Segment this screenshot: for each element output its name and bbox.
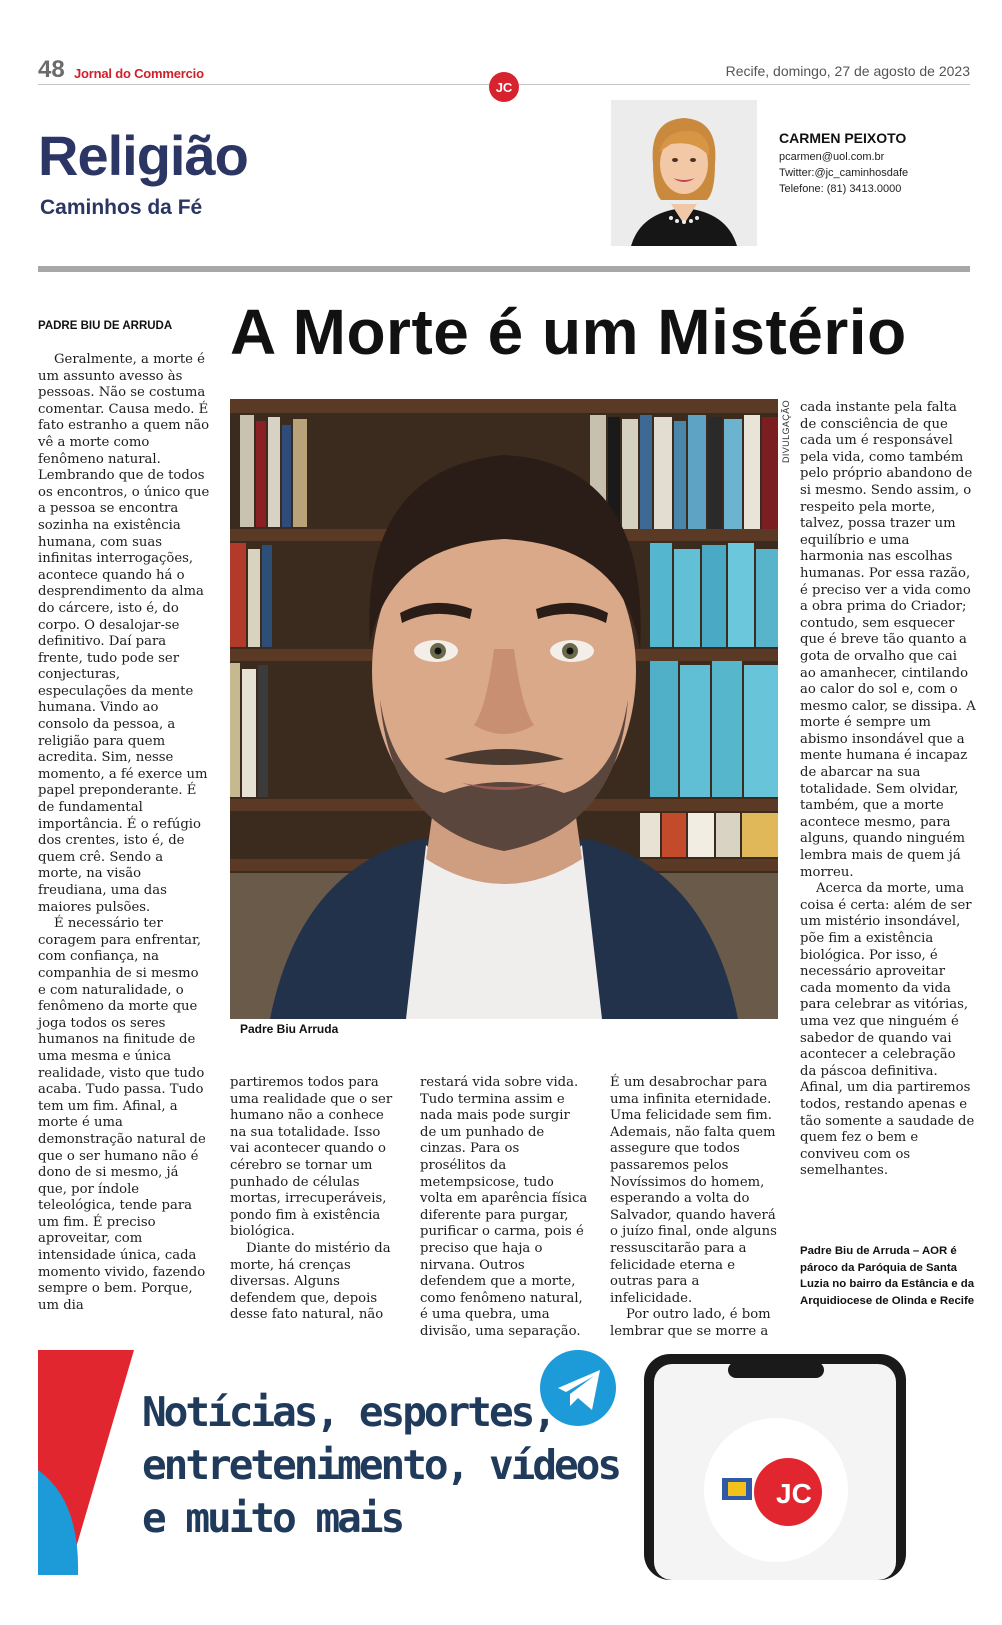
photo-credit: DIVULGAÇÃO [781,400,791,464]
article-column-3 [420,1075,588,1339]
section-subtitle: Caminhos da Fé [40,196,203,219]
article-headline: A Morte é um Mistério [230,296,907,368]
advert-jc-logo: JC [776,1478,812,1509]
jc-telegram-advert[interactable] [38,1350,970,1575]
newspaper-name: Jornal do Commercio [74,66,204,81]
advert-headline-line-3: e muito mais [142,1494,403,1542]
paragraph: restará vida sobre vida. Tudo termina assim e nada mais pode surgir de um punhado de cinzas. Para os prosélitos da metempsicose, tudo volta em aparência física diferente para purgar, purificar o carma, pois é preciso que haja o nirvana. Outros defendem que a morte, como fenômeno natural, é uma quebra, uma divisão, uma separação. [420,1075,588,1339]
article-column-1 [38,352,210,1324]
section-title: Religião [38,124,248,187]
paragraph: É um desabrochar para uma infinita eternidade. Uma felicidade sem fim. Ademais, não falta quem assegure que todos passaremos pelos Novíssimos do homem, esperando a volta do Salvador, quando haverá o juízo final, onde alguns ressuscitarão para a felicidade eterna e outras para a infelicidade. [610,1075,777,1306]
advert-headline-line-2: entretenimento, vídeos [142,1441,620,1489]
jc-logo-badge: JC [489,72,519,102]
advert-headline-line-1: Notícias, esportes, [142,1388,554,1436]
paragraph: Acerca da morte, uma coisa é certa: além de ser um mistério insondável, põe fim a existência biológica. Por isso, é necessário aproveitar cada momento da vida para celebrar as vitórias, uma vez que ninguém é sabedor de quando vai acontecer a celebração da páscoa definitiva. Afinal, um dia partiremos todos, restando apenas e tão somente a saudade de quem fez o bem e conviveu com os semelhantes. [800,881,975,1179]
paragraph: Diante do mistério da morte, há crenças diversas. Alguns defendem que, depois desse fato natural, não [230,1240,391,1323]
article-column-5 [800,400,976,1238]
author-bio: Padre Biu de Arruda – AOR é pároco da Paróquia de Santa Luzia no bairro da Estância e da Arquidiocese de Olinda e Recife [800,1245,975,1308]
article-photo [230,399,778,1019]
columnist-portrait-icon [611,100,757,246]
priest-portrait-icon [230,399,778,1019]
photo-caption: Padre Biu Arruda [240,1022,339,1036]
article-column-2 [230,1075,398,1327]
paragraph: É necessário ter coragem para enfrentar, com confiança, na companhia de si mesmo e com naturalidade, o fenômeno da morte que joga todos os seres humanos na finitude de uma mesma e única realidade, visto que tudo acaba. Tudo passa. Tudo tem um fim. Afinal, a morte é uma demonstração natural de que o ser humano não é dono de si mesmo, já que, por índole teleológica, tende para um fim. É preciso aproveitar, com intensidade única, cada momento vivido, fazendo sempre o bem. Porque, um dia [38,916,206,1313]
columnist-name: CARMEN PEIXOTO [779,130,907,146]
article-byline: PADRE BIU DE ARRUDA [38,320,173,332]
paragraph: partiremos todos para uma realidade que o ser humano não a conhece na sua totalidade. Isso vai acontecer quando o cérebro se tornar um punhado de células mortas, irrecuperáveis, pondo fim à existência biológica. [230,1075,393,1240]
paragraph: cada instante pela falta de consciência de que cada um é responsável pela vida, como também pelo próprio abandono de si mesmo. Sendo assim, o respeito pela morte, talvez, possa trazer um equilíbrio e uma harmonia nas escolhas humanas. Por essa razão, é preciso ver a vida como a obra prima do Criador; contudo, sem esquecer que é breve tão quanto a gota de orvalho que cai ao amanhecer, cintilando ao calor do sol e, com o mesmo calor, se dissipa. A morte é sempre um abismo insondável que a mente humana é incapaz de abarcar na sua totalidade. Sem olvidar, também, que a morte acontece mesmo, para alguns, quando ninguém lembra mais de quem já morreu. [800,400,976,880]
paragraph: Geralmente, a morte é um assunto avesso às pessoas. Não se costuma comentar. Causa medo. É fato estranho a quem não vê a morte como fenômeno natural. Lembrando que de todos os encontros, o único que a pessoa se encontra sozinha na existência humana, com suas infinitas interrogações, acontece quando há o desprendimento da alma do cárcere, isto é, do corpo. O desalojar-se definitivo. Daí para frente, tudo pode ser conjecturas, especulações da mente humana. Vindo ao consolo da pessoa, a religião para quem acredita. Sim, nesse momento, a fé exerce um papel preponderante. É de fundamental importância. É o refúgio dos crentes, isto é, de quem crê. Sendo a morte, na visão freudiana, uma das maiores pulsões. [38,352,210,915]
columnist-phone: Telefone: (81) 3413.0000 [779,183,902,195]
article-column-4 [610,1075,778,1339]
dateline: Recife, domingo, 27 de agosto de 2023 [725,63,970,79]
section-divider [38,266,970,272]
columnist-twitter: Twitter:@jc_caminhosdafe [779,167,909,179]
paragraph: Por outro lado, é bom lembrar que se morre a [610,1307,771,1339]
page-number: 48 [38,56,65,83]
columnist-email: pcarmen@uol.com.br [779,151,885,163]
columnist-photo [611,100,757,246]
